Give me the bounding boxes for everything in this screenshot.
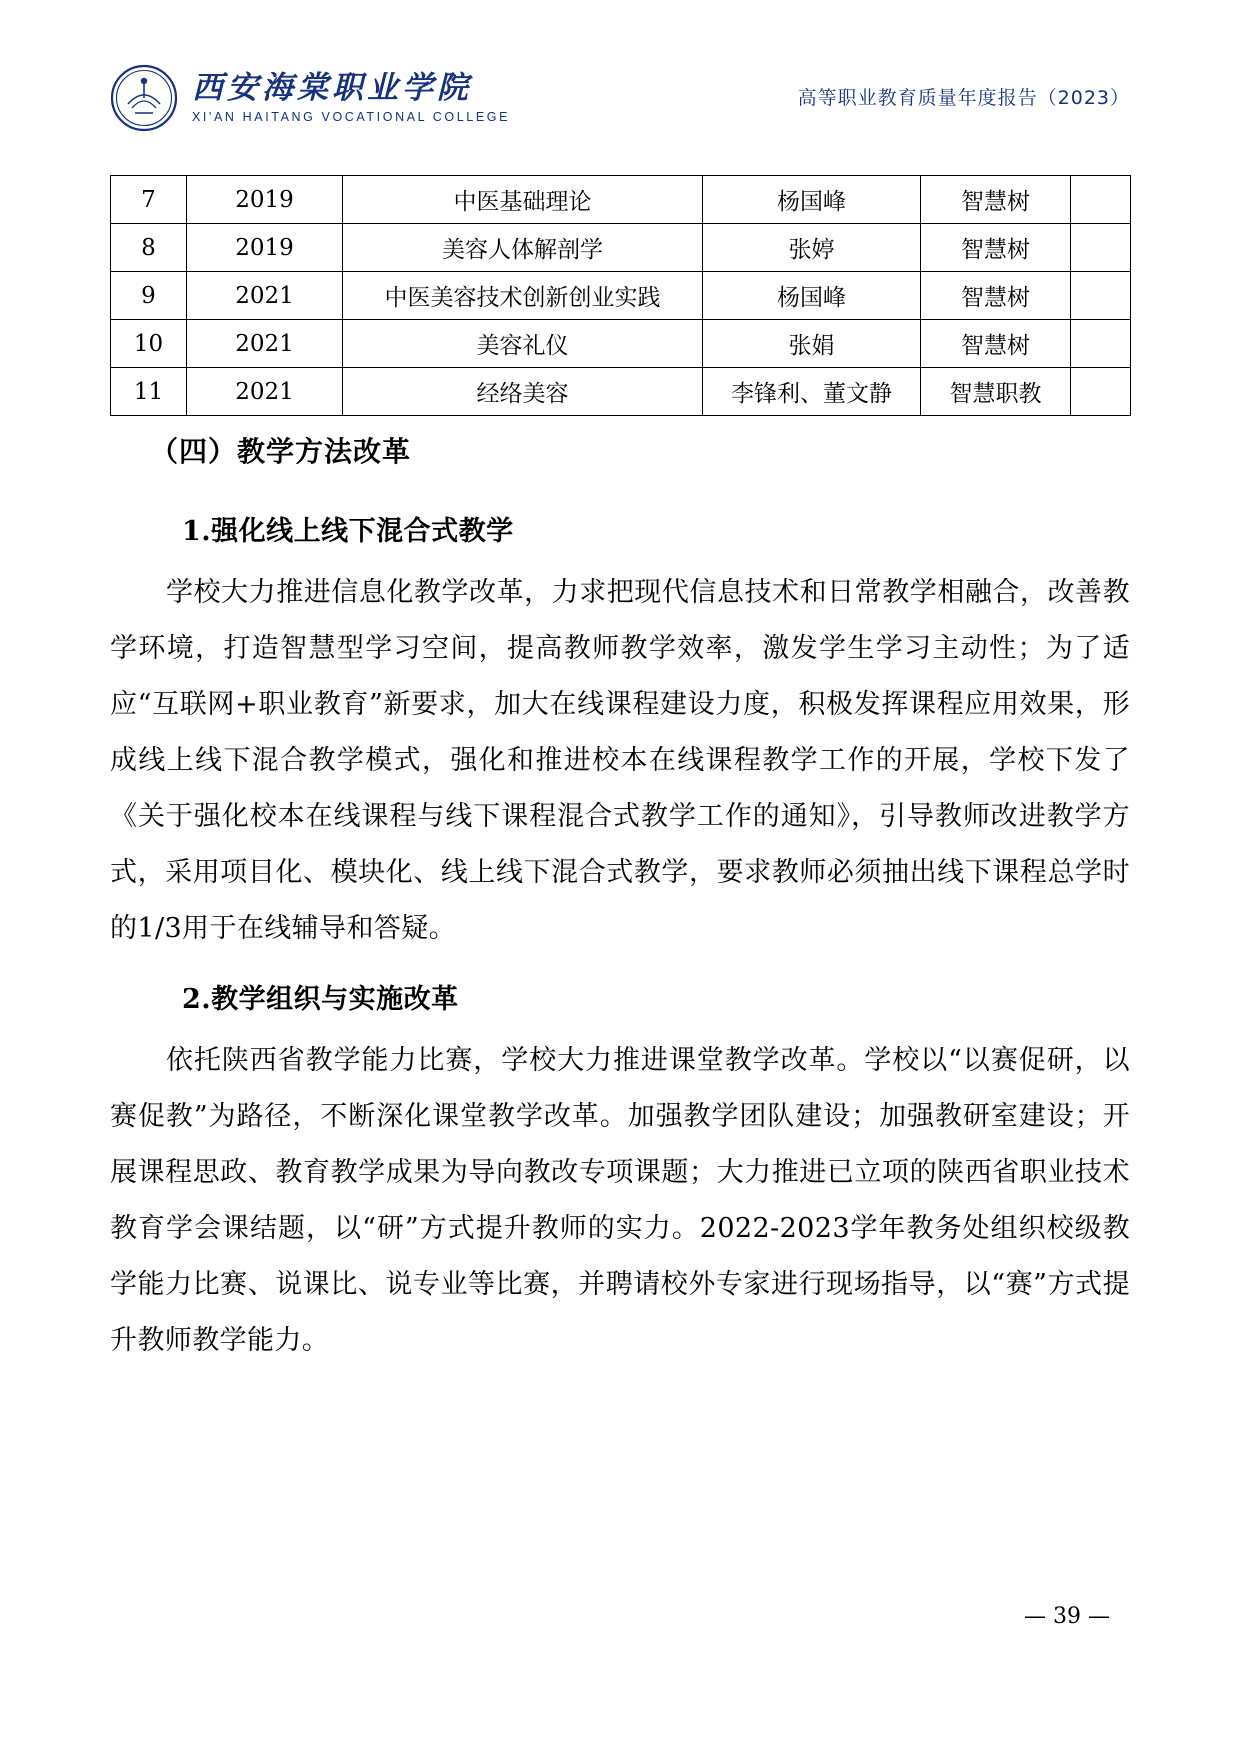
brand-text — [192, 69, 511, 124]
section-heading: （四）教学方法改革 — [150, 435, 412, 468]
table-row — [111, 224, 1131, 272]
cell-teacher: 李锋利、董文静 — [703, 368, 921, 416]
cell-platform: 智慧树 — [921, 272, 1071, 320]
cell-extra — [1071, 272, 1131, 320]
cell-platform: 智慧树 — [921, 176, 1071, 224]
cell-teacher: 杨国峰 — [703, 176, 921, 224]
brand-name-en: XI'AN HAITANG VOCATIONAL COLLEGE — [192, 109, 511, 124]
cell-no: 11 — [111, 368, 187, 416]
cell-year: 2021 — [187, 368, 343, 416]
cell-year: 2019 — [187, 224, 343, 272]
cell-course: 美容人体解剖学 — [343, 224, 703, 272]
course-table-container — [110, 175, 1130, 416]
table-row — [111, 320, 1131, 368]
cell-course: 美容礼仪 — [343, 320, 703, 368]
cell-year: 2021 — [187, 272, 343, 320]
spacer — [110, 551, 1130, 565]
page-number: — 39 — — [1024, 1604, 1110, 1629]
cell-course: 经络美容 — [343, 368, 703, 416]
cell-teacher: 杨国峰 — [703, 272, 921, 320]
spacer — [110, 471, 1130, 513]
cell-extra — [1071, 176, 1131, 224]
cell-platform: 智慧树 — [921, 224, 1071, 272]
cell-platform: 智慧职教 — [921, 368, 1071, 416]
cell-extra — [1071, 368, 1131, 416]
brand-block — [110, 64, 510, 132]
spacer — [110, 1019, 1130, 1033]
course-table — [110, 175, 1131, 416]
paragraph-1: 学校大力推进信息化教学改革，力求把现代信息技术和日常教学相融合，改善教学环境，打造智慧型学习空间，提高教师教学效率，激发学生学习主动性；为了适应“互联网+职业教育”新要求，加大在线课程建设力度，积极发挥课程应用效果，形成线上线下混合教学模式，强化和推进校本在线课程教学工作的开展，学校下发了《关于强化校本在线课程与线下课程混合式教学工作的通知》，引导教师改进教学方式，采用项目化、模块化、线上线下混合式教学，要求教师必须抽出线下课程总学时的1/3用于在线辅导和答疑。 — [110, 576, 1130, 944]
paragraph-2: 依托陕西省教学能力比赛，学校大力推进课堂教学改革。学校以“以赛促研，以赛促教”为路径，不断深化课堂教学改革。加强教学团队建设；加强教研室建设；开展课程思政、教育教学成果为导向教改专项课题；大力推进已立项的陕西省职业技术教育学会课结题，以“研”方式提升教师的实力。2022-2023学年教务处组织校级教学能力比赛、说课比、说专业等比赛，并聘请校外专家进行现场指导，以“赛”方式提升教师教学能力。 — [110, 1044, 1130, 1356]
table-row — [111, 368, 1131, 416]
cell-teacher: 张婷 — [703, 224, 921, 272]
cell-no: 7 — [111, 176, 187, 224]
subsection-heading-1: 1.强化线上线下混合式教学 — [182, 516, 514, 548]
cell-course: 中医美容技术创新创业实践 — [343, 272, 703, 320]
brand-name-cn: 西安海棠职业学院 — [192, 69, 472, 106]
page-footer — [0, 1604, 1240, 1629]
table-row — [111, 176, 1131, 224]
report-title: 高等职业教育质量年度报告（2023） — [797, 86, 1130, 109]
subsection-heading-2: 2.教学组织与实施改革 — [182, 983, 459, 1015]
cell-extra — [1071, 320, 1131, 368]
university-seal-icon — [110, 64, 178, 132]
page-header — [110, 58, 1130, 138]
cell-year: 2021 — [187, 320, 343, 368]
cell-course: 中医基础理论 — [343, 176, 703, 224]
table-row — [111, 272, 1131, 320]
cell-extra — [1071, 224, 1131, 272]
spacer — [110, 957, 1130, 981]
cell-platform: 智慧树 — [921, 320, 1071, 368]
cell-year: 2019 — [187, 176, 343, 224]
cell-no: 8 — [111, 224, 187, 272]
document-body — [110, 432, 1130, 1369]
cell-no: 10 — [111, 320, 187, 368]
cell-no: 9 — [111, 272, 187, 320]
cell-teacher: 张娟 — [703, 320, 921, 368]
